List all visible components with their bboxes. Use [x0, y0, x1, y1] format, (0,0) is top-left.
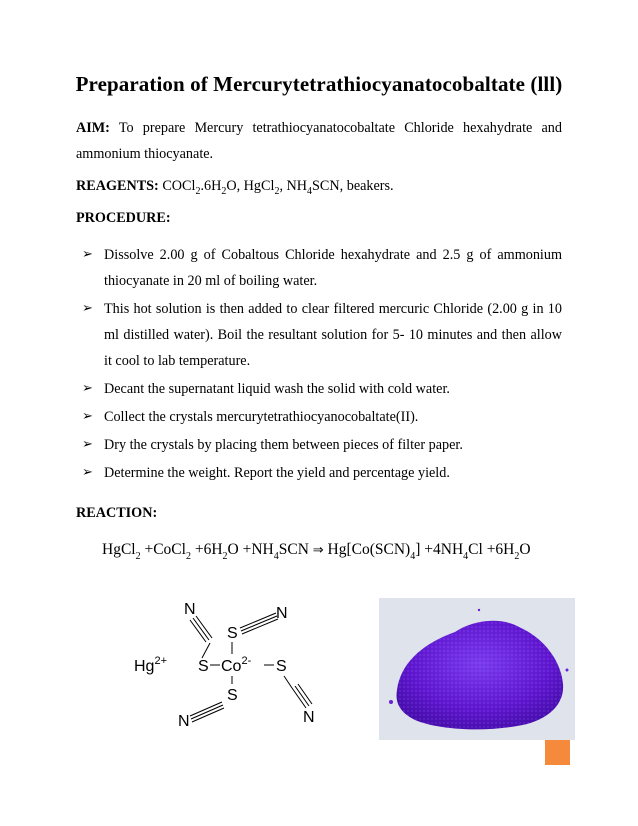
procedure-step-text: This hot solution is then added to clear filtered mercuric Chloride (2.00 g in 10 ml distilled water). Boil the resultant solution for 5- 10 minutes and then allow it cool to lab temperature. [104, 301, 562, 369]
aim-text-line2: ammonium thiocyanate. [76, 146, 214, 162]
aim-paragraph [76, 115, 562, 167]
arrow-bullet-icon: ➢ [82, 247, 93, 262]
bond-triple-bottomleft-3 [192, 708, 224, 722]
procedure-step [76, 460, 562, 486]
reagents-label: REAGENTS: [76, 178, 159, 194]
procedure-step [76, 296, 562, 374]
bond-triple-topleft [190, 620, 206, 642]
bond-triple-bottomleft-2 [191, 705, 223, 719]
procedure-step [76, 404, 562, 430]
atom-s-left: S [198, 658, 209, 675]
procedure-steps [76, 242, 562, 488]
cobalt-ion: $Co^{2-}$ [221, 655, 252, 675]
powder-speck [566, 669, 569, 672]
accent-square [545, 740, 570, 765]
powder-speck [389, 700, 393, 704]
arrow-bullet-icon: ➢ [82, 381, 93, 396]
atom-s-right: S [276, 658, 287, 675]
bond-triple-bottomleft [190, 702, 222, 716]
bond-s-left-link [202, 643, 210, 658]
arrow-bullet-icon: ➢ [82, 301, 93, 316]
procedure-step-text: Dissolve 2.00 g of Cobaltous Chloride hexahydrate and 2.5 g of ammonium thiocyanate in 20 ml of boiling water. [104, 247, 562, 289]
bond-s-right-link [284, 676, 292, 688]
procedure-step-text: Dry the crystals by placing them between pieces of filter paper. [104, 437, 463, 453]
atom-n-bottomright: N [303, 709, 315, 726]
bond-triple-topleft-2 [193, 618, 209, 640]
procedure-step-text: Determine the weight. Report the yield and percentage yield. [104, 465, 450, 481]
powder-photo [379, 598, 575, 740]
equation-text: HgCl$_2$ +CoCl$_2$ $+6H_2O$ $+NH_4SCN$ ⇒ $Hg[Co(SCN)_4]$ $+4NH_4Cl$ $+6H_2O$ [102, 541, 531, 562]
mercury-ion: $Hg^{2+}$ [134, 655, 167, 675]
aim-text-line1: To prepare Mercury tetrathiocyanatocobaltate Chloride hexahydrate and [118, 120, 562, 136]
reaction-heading: REACTION: [76, 505, 158, 521]
reagents-text: $COCl_2.6H_2O$, HgCl$_2$, $NH_4SCN$, beakers. [162, 178, 394, 197]
procedure-step [76, 376, 562, 402]
procedure-step-text: Decant the supernatant liquid wash the solid with cold water. [104, 381, 450, 397]
atom-n-topright: N [276, 605, 288, 622]
procedure-step-text: Collect the crystals mercurytetrathiocyanocobaltate(II). [104, 409, 419, 425]
atom-s-top: S [227, 625, 238, 642]
powder-speck [478, 609, 480, 611]
structure-diagram [128, 596, 332, 730]
aim-label: AIM: [76, 120, 110, 136]
procedure-step [76, 432, 562, 458]
procedure-step [76, 242, 562, 294]
reagents-paragraph [76, 173, 562, 205]
bond-triple-topright [240, 613, 276, 628]
arrow-bullet-icon: ➢ [82, 465, 93, 480]
arrow-bullet-icon: ➢ [82, 437, 93, 452]
atom-n-bottomleft: N [178, 713, 190, 730]
arrow-bullet-icon: ➢ [82, 409, 93, 424]
atom-n-topleft: N [184, 601, 196, 618]
bond-triple-topleft-3 [196, 616, 212, 638]
atom-s-bottom: S [227, 687, 238, 704]
bond-triple-topright-3 [242, 619, 278, 634]
reaction-equation [102, 534, 572, 570]
procedure-heading: PROCEDURE: [76, 210, 171, 226]
bond-triple-topright-2 [241, 616, 277, 631]
page-title: Preparation of Mercurytetrathiocyanatocobaltate (lll) [75, 72, 563, 96]
